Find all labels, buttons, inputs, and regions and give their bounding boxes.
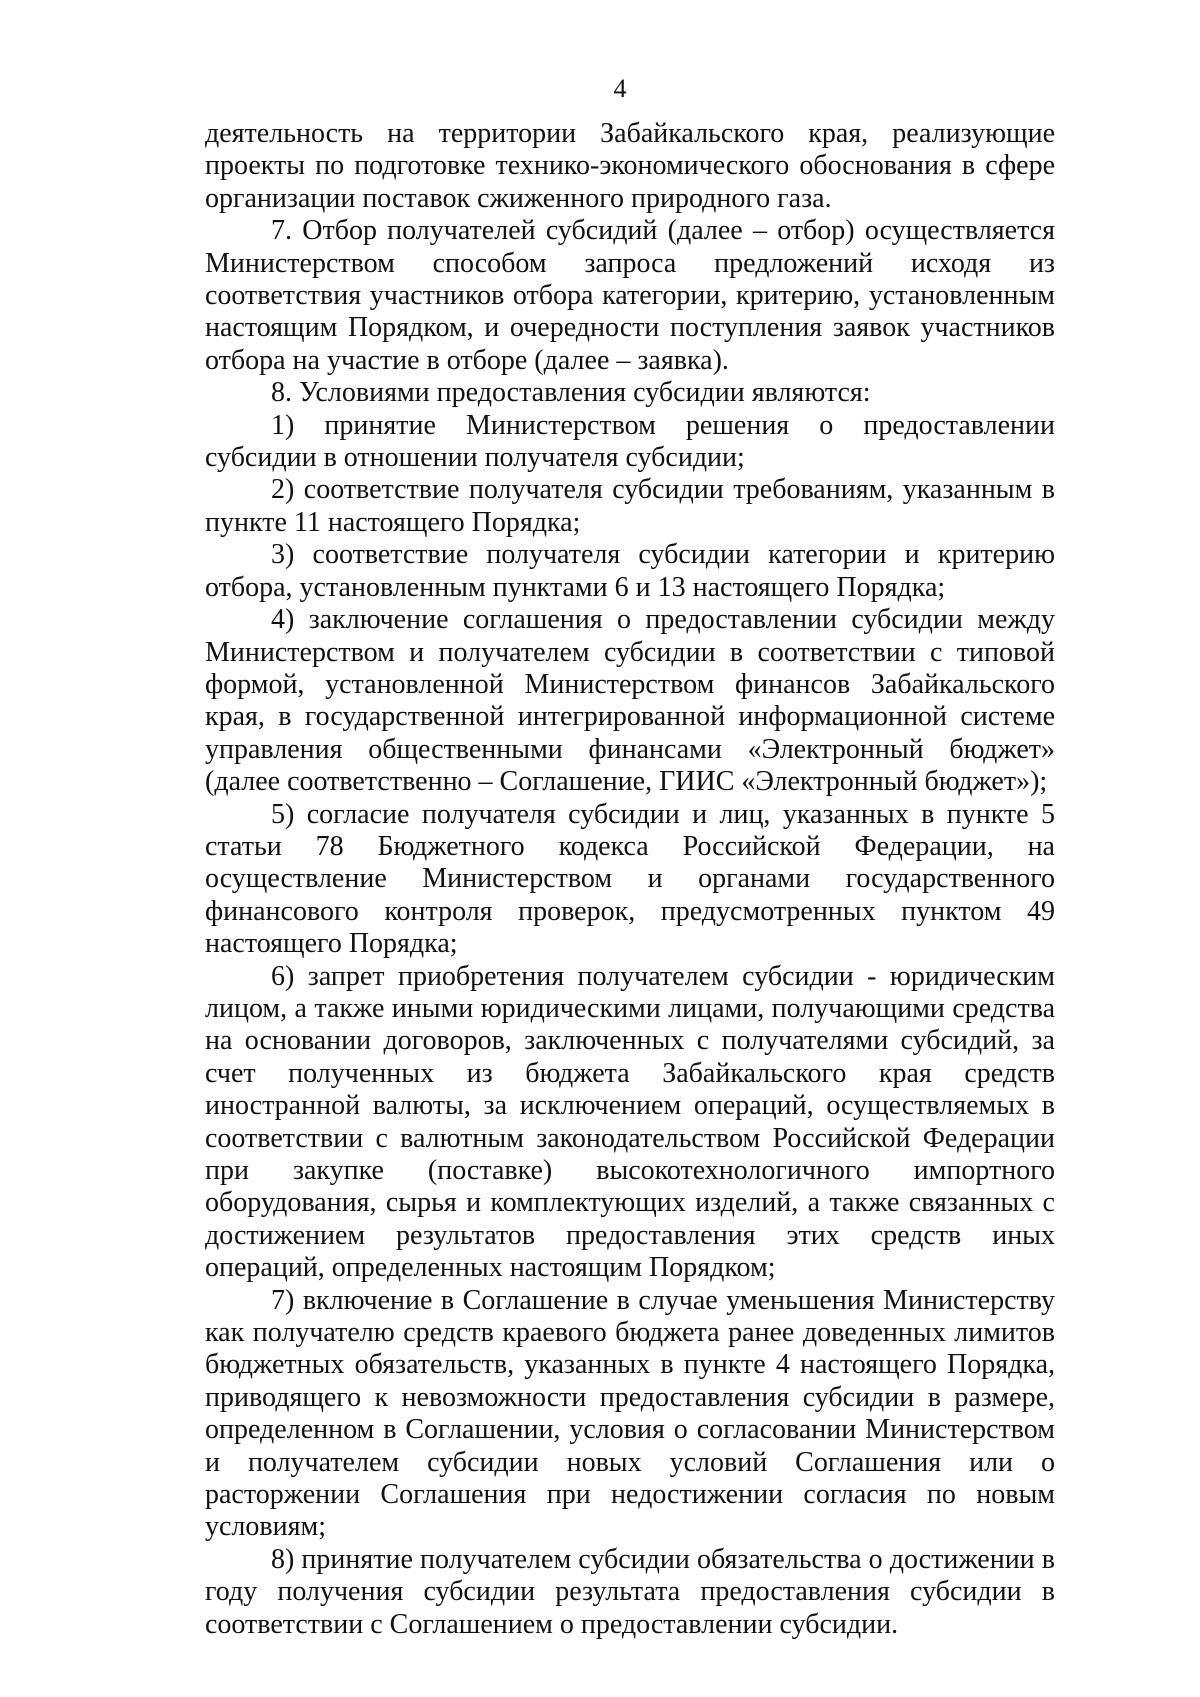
subitem-8: 8) принятие получателем субсидии обязательства о достижении в году получения субсидии результата предоставления субсидии в соответствии с Соглашением о предоставлении субсидии. xyxy=(205,1543,1055,1640)
subitem-3: 3) соответствие получателя субсидии категории и критерию отбора, установленным пунктами 6 и 13 настоящего Порядка; xyxy=(205,539,1055,603)
subitem-2: 2) соответствие получателя субсидии требованиям, указанным в пункте 11 настоящего Порядка; xyxy=(205,474,1055,538)
document-body xyxy=(205,118,1055,1641)
page-number: 4 xyxy=(613,74,627,103)
subitem-1: 1) принятие Министерством решения о предоставлении субсидии в отношении получателя субсидии; xyxy=(205,409,1055,474)
paragraph-continuation: деятельность на территории Забайкальского края, реализующие проекты по подготовке технико-экономического обоснования в сфере организации поставок сжиженного природного газа. xyxy=(205,118,1055,214)
subitem-5: 5) согласие получателя субсидии и лиц, указанных в пункте 5 статьи 78 Бюджетного кодекса Российской Федерации, на осуществление Министерством и органами государственного финансового контроля проверок, предусмотренных пунктом 49 настоящего Порядка; xyxy=(205,798,1055,960)
paragraph-item-7: 7. Отбор получателей субсидий (далее – отбор) осуществляется Министерством способом запроса предложений исходя из соответствия участников отбора категории, критерию, установленным настоящим Порядком, и очередности поступления заявок участников отбора на участие в отборе (далее – заявка). xyxy=(205,215,1055,376)
subitem-6: 6) запрет приобретения получателем субсидии - юридическим лицом, а также иными юридическими лицами, получающими средства на основании договоров, заключенных с получателями субсидий, за счет полученных из бюджета Забайкальского края средств иностранной валюты, за исключением операций, осуществляемых в соответствии с валютным законодательством Российской Федерации при закупке (поставке) высокотехнологичного импортного оборудования, сырья и комплектующих изделий, а также связанных с достижением результатов предоставления этих средств иных операций, определенных настоящим Порядком; xyxy=(205,960,1055,1284)
paragraph-item-8: 8. Условиями предоставления субсидии являются: xyxy=(271,377,871,409)
subitem-4: 4) заключение соглашения о предоставлении субсидии между Министерством и получателем субсидии в соответствии с типовой формой, установленной Министерством финансов Забайкальского края, в государственной интегрированной информационной системе управления общественными финансами «Электронный бюджет» (далее соответственно – Соглашение, ГИИС «Электронный бюджет»); xyxy=(205,604,1055,798)
subitem-7: 7) включение в Соглашение в случае уменьшения Министерству как получателю средств краевого бюджета ранее доведенных лимитов бюджетных обязательств, указанных в пункте 4 настоящего Порядка, приводящего к невозможности предоставления субсидии в размере, определенном в Соглашении, условия о согласовании Министерством и получателем субсидии новых условий Соглашения или о расторжении Соглашения при недостижении согласия по новым условиям; xyxy=(205,1284,1055,1543)
